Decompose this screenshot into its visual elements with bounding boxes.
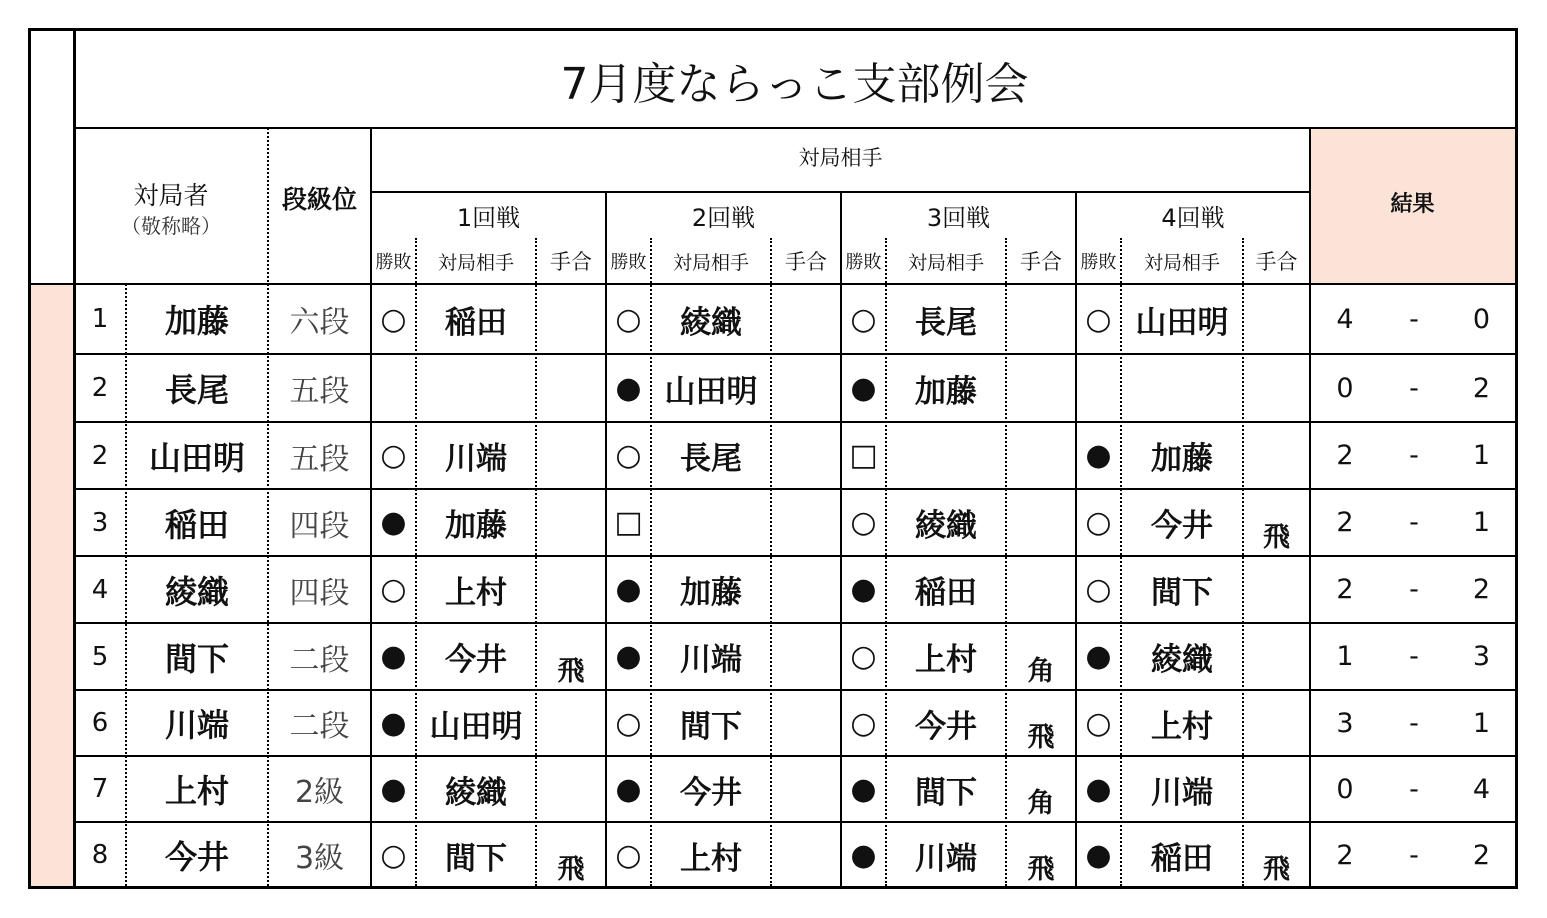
win-loss-mark: ○ [615,837,642,873]
handicap-piece [771,556,841,623]
win-loss-mark: ○ [380,438,407,473]
header-win-loss: 勝敗 [375,252,412,273]
wins-count: 2 [1336,440,1354,471]
win-loss-mark: ○ [615,438,642,473]
win-loss-mark: ○ [1085,705,1112,741]
win-loss-mark: ○ [850,639,877,674]
player-rank: 五段 [289,441,350,477]
header-opponent: 対局相手 [907,251,984,274]
handicap-piece [1006,556,1076,623]
handicap-piece [536,489,606,556]
handicap-piece: 飛 [557,854,585,885]
opponent-name: 上村 [680,840,742,877]
losses-count: 3 [1472,641,1491,672]
title-rule [74,127,1515,129]
wins-count: 0 [1336,773,1354,805]
handicap-piece [536,556,606,623]
win-loss-mark: ○ [380,572,407,607]
win-loss-mark: ● [615,572,642,607]
win-loss-mark: ● [850,572,877,607]
player-name: 川端 [164,706,229,744]
win-loss-mark: ○ [850,705,877,741]
handicap-piece [771,354,841,422]
win-loss-mark: ● [380,771,407,807]
player-name: 稲田 [164,505,229,544]
opponent-name: 山田明 [429,708,523,745]
handicap-piece: 飛 [1027,854,1055,885]
handicap-piece [536,354,606,422]
handicap-piece [1243,284,1310,354]
opponent-name: 綾織 [915,508,977,544]
losses-count: 4 [1472,773,1491,805]
player-rank: 五段 [289,374,350,409]
handicap-piece [1243,354,1310,422]
header-player-note: （敬称略） [121,213,221,238]
handicap-piece [536,756,606,822]
handicap-piece [1243,690,1310,756]
row-rule [74,689,1515,691]
opponent-name: 綾織 [1151,642,1213,678]
win-loss-mark: ○ [615,705,642,741]
score-separator: - [1409,440,1419,471]
score-separator: - [1409,372,1419,404]
result-rule [1309,128,1311,886]
page-title: 7月度ならっこ支部例会 [560,58,1029,110]
score-separator: - [1409,574,1419,605]
win-loss-mark: ● [615,771,642,807]
header-rank: 段級位 [281,185,357,214]
row-rule [74,821,1515,823]
header-opponent: 対局相手 [672,251,749,274]
header-opponent: 対局相手 [437,251,514,274]
win-loss-mark: ● [1085,771,1112,807]
handicap-piece: 飛 [1027,722,1055,753]
column-rule [370,128,372,886]
round-rule [605,192,607,886]
results-sheet [28,28,1518,889]
header-handicap: 手合 [550,250,592,274]
left-strip-rule [73,31,76,886]
handicap-piece [536,690,606,756]
handicap-piece: 飛 [1263,854,1290,885]
win-loss-mark: □ [614,505,643,540]
round-rule [840,192,842,886]
opponent-name: 加藤 [680,575,742,611]
score-separator: - [1409,839,1419,871]
opponent-name: 間下 [1151,575,1213,611]
handicap-piece [771,690,841,756]
header-win-loss: 勝敗 [845,252,882,273]
win-loss-mark: ○ [615,301,642,337]
header-handicap: 手合 [1020,250,1062,274]
opponent-name: 今井 [915,708,977,745]
header-bottom-rule [31,283,1515,285]
opponent-name: 加藤 [915,373,977,410]
handicap-piece [1006,422,1076,489]
opponent-name: 今井 [445,642,507,678]
losses-count: 2 [1472,839,1491,871]
column-rule [650,238,652,886]
wins-count: 4 [1336,303,1354,335]
losses-count: 1 [1472,440,1491,471]
win-loss-mark: ○ [1085,572,1112,607]
column-rule [125,284,127,886]
header-round-3: 3回戦 [926,203,991,232]
header-handicap: 手合 [1255,250,1298,274]
opponent-name: 稲田 [915,575,977,611]
header-handicap: 手合 [785,250,827,274]
opponent-name: 川端 [915,840,977,877]
header-result: 結果 [1390,191,1435,217]
win-loss-mark: ○ [380,301,407,337]
opponent-name: 稲田 [445,304,507,341]
handicap-piece [771,756,841,822]
header-opponent: 対局相手 [1143,251,1220,274]
score-separator: - [1409,641,1419,672]
player-rank: 2級 [294,775,345,810]
win-loss-mark: ● [380,639,407,674]
opponent-name [1121,354,1243,422]
wins-count: 1 [1336,641,1354,672]
losses-count: 1 [1472,707,1491,739]
handicap-piece [1006,354,1076,422]
column-rule [415,238,417,886]
opponent-name: 間下 [680,708,742,745]
column-rule [1005,238,1007,886]
opponent-name: 上村 [445,575,507,611]
wins-count: 3 [1336,707,1354,739]
wins-count: 2 [1336,839,1354,871]
handicap-piece [771,422,841,489]
row-number: 8 [91,840,109,870]
opponent-name: 稲田 [1151,840,1213,877]
row-rule [74,421,1515,423]
win-loss-mark: ○ [850,301,877,337]
opponent-name: 加藤 [445,508,507,544]
row-number: 2 [91,373,109,403]
score-separator: - [1409,507,1419,538]
header-win-loss: 勝敗 [610,252,647,273]
win-loss-mark: ● [615,639,642,674]
player-name: 加藤 [164,302,229,340]
handicap-piece: 角 [1027,788,1055,819]
wins-count: 2 [1336,574,1354,605]
handicap-piece [771,489,841,556]
player-name: 上村 [164,772,229,810]
player-rank: 六段 [289,305,350,340]
header-opponents: 対局相手 [798,146,883,170]
opponent-name [651,489,771,556]
column-rule [770,238,772,886]
player-name: 長尾 [164,371,229,409]
row-rule [74,755,1515,757]
row-rule [74,488,1515,490]
player-rank: 二段 [289,642,350,678]
opponent-name: 綾織 [680,304,742,341]
player-name: 綾織 [164,572,229,611]
round-rule [1075,192,1077,886]
column-rule [1120,238,1122,886]
handicap-piece: 飛 [557,656,585,687]
player-rank: 3級 [294,841,345,876]
handicap-piece [771,822,841,888]
header-win-loss: 勝敗 [1080,252,1117,273]
header-round-2: 2回戦 [691,203,756,232]
opponent-name: 川端 [680,642,742,678]
opponent-name [416,354,536,422]
row-rule [74,353,1515,355]
column-rule [535,238,537,886]
player-name: 間下 [164,639,229,678]
losses-count: 1 [1472,507,1491,538]
row-number: 3 [91,507,109,538]
opponent-name: 間下 [445,840,507,877]
column-rule [885,238,887,886]
win-loss-mark [1076,354,1121,422]
header-round-4: 4回戦 [1161,203,1225,232]
player-rank: 四段 [289,508,350,544]
score-separator: - [1409,303,1419,335]
left-accent-strip [31,284,74,886]
column-rule [267,128,269,886]
score-separator: - [1409,773,1419,805]
player-rank: 二段 [289,709,350,744]
win-loss-mark: ○ [380,837,407,873]
win-loss-mark: ● [615,370,642,406]
win-loss-mark: ○ [1085,301,1112,337]
opponent-name: 綾織 [445,774,507,811]
handicap-piece [1243,556,1310,623]
row-number: 4 [91,574,109,605]
opponent-name: 今井 [1151,508,1213,544]
opponent-name: 加藤 [1151,441,1213,477]
row-rule [74,622,1515,624]
win-loss-mark: ● [380,505,407,540]
win-loss-mark: ● [850,837,877,873]
losses-count: 2 [1472,574,1491,605]
opponent-name [886,422,1006,489]
win-loss-mark: ● [850,370,877,406]
column-rule [1242,238,1244,886]
win-loss-mark: ● [380,705,407,741]
opponent-name: 間下 [915,774,977,811]
win-loss-mark: □ [849,438,878,473]
wins-count: 0 [1336,372,1354,404]
handicap-piece: 飛 [1263,522,1290,553]
handicap-piece [1243,756,1310,822]
handicap-piece: 角 [1027,656,1055,687]
opponent-name: 川端 [445,441,507,477]
win-loss-mark: ● [1085,438,1112,473]
row-number: 7 [91,774,109,804]
row-number: 5 [91,641,109,672]
win-loss-mark: ○ [1085,505,1112,540]
opponent-name: 山田明 [664,373,758,410]
header-player: 対局者 [133,181,209,210]
losses-count: 2 [1472,372,1491,404]
opponent-name: 今井 [680,774,742,811]
player-name: 今井 [164,838,229,876]
win-loss-mark: ● [1085,837,1112,873]
handicap-piece [536,422,606,489]
win-loss-mark [371,354,416,422]
player-rank: 四段 [289,575,350,611]
handicap-piece [1006,284,1076,354]
row-number: 2 [91,440,109,471]
wins-count: 2 [1336,507,1354,538]
score-separator: - [1409,707,1419,739]
handicap-piece [1006,489,1076,556]
row-number: 6 [91,708,109,738]
opponent-name: 上村 [1151,708,1213,745]
losses-count: 0 [1472,303,1491,335]
handicap-piece [1243,623,1310,690]
handicap-piece [771,284,841,354]
handicap-piece [1243,422,1310,489]
opponent-name: 山田明 [1135,304,1229,341]
opponent-name: 長尾 [680,441,742,477]
opponent-name: 川端 [1151,774,1213,811]
header-round-1: 1回戦 [456,203,521,232]
row-rule [74,555,1515,557]
handicap-piece [771,623,841,690]
win-loss-mark: ● [1085,639,1112,674]
win-loss-mark: ● [850,771,877,807]
row-number: 1 [91,304,109,334]
opponent-name: 長尾 [915,304,977,341]
opponent-name: 上村 [915,642,977,678]
player-name: 山田明 [148,438,245,477]
win-loss-mark: ○ [850,505,877,540]
handicap-piece [536,284,606,354]
